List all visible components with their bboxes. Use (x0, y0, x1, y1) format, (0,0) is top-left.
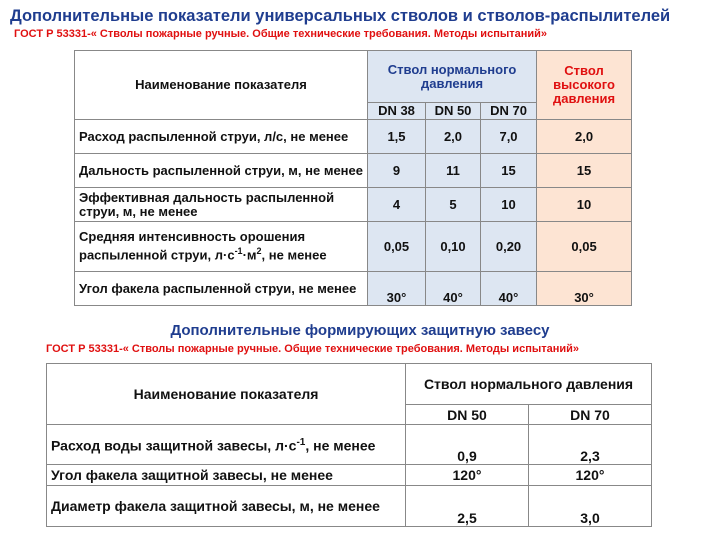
value-cell: 120° (529, 465, 652, 486)
table-row (47, 465, 652, 486)
row-label: Угол факела защитной завесы, не менее (47, 465, 406, 486)
table-row (75, 188, 632, 222)
value-cell: 10 (481, 188, 537, 222)
table-row (75, 120, 632, 154)
table-row (75, 272, 632, 306)
value-cell: 40° (481, 272, 537, 306)
value-cell: 15 (481, 154, 537, 188)
normal-pressure-group-header: Ствол нормального давления (368, 51, 537, 103)
table-row (75, 222, 632, 272)
value-cell: 120° (406, 465, 529, 486)
value-cell: 30° (368, 272, 426, 306)
row-label: Расход распыленной струи, л/с, не менее (75, 120, 368, 154)
value-cell: 0,10 (426, 222, 481, 272)
dn-header: DN 50 (406, 405, 529, 425)
value-cell: 11 (426, 154, 481, 188)
name-column-header: Наименование показателя (75, 51, 368, 120)
value-cell: 9 (368, 154, 426, 188)
table-row (75, 154, 632, 188)
page-title: Дополнительные показатели универсальных стволов и стволов-распылителей (10, 7, 671, 25)
normal-pressure-group-header: Ствол нормального давления (406, 364, 652, 405)
name-column-header: Наименование показателя (47, 364, 406, 425)
value-cell: 1,5 (368, 120, 426, 154)
row-label: Дальность распыленной струи, м, не менее (75, 154, 368, 188)
gost-subtitle-2: ГОСТ Р 53331-« Стволы пожарные ручные. Общие технические требования. Методы испытаний» (46, 343, 580, 355)
dn-header: DN 70 (529, 405, 652, 425)
value-cell: 30° (537, 272, 632, 306)
value-cell: 2,3 (529, 425, 652, 465)
value-cell: 0,05 (537, 222, 632, 272)
row-label: Расход воды защитной завесы, $л\cdot с^{-1}$, не менее (47, 425, 406, 465)
section-title: Дополнительные формирующих защитную завесу (170, 322, 550, 339)
value-cell: 0,05 (368, 222, 426, 272)
value-cell: 4 (368, 188, 426, 222)
pressure-nozzle-table (74, 50, 632, 306)
row-label: Диаметр факела защитной завесы, м, не менее (47, 486, 406, 527)
value-cell: 2,0 (426, 120, 481, 154)
dn-header: DN 70 (481, 103, 537, 120)
row-label: Эффективная дальность распыленной струи, м, не менее (75, 188, 368, 222)
value-cell: 2,5 (406, 486, 529, 527)
value-cell: 15 (537, 154, 632, 188)
table-row (47, 425, 652, 465)
value-cell: 40° (426, 272, 481, 306)
table-row (47, 486, 652, 527)
value-cell: 5 (426, 188, 481, 222)
dn-header: DN 38 (368, 103, 426, 120)
dn-header: DN 50 (426, 103, 481, 120)
gost-subtitle-1: ГОСТ Р 53331-« Стволы пожарные ручные. Общие технические требования. Методы испытаний» (14, 28, 548, 40)
value-cell: 10 (537, 188, 632, 222)
value-cell: 0,20 (481, 222, 537, 272)
row-label: Средняя интенсивность орошения распыленной струи, $л\cdot с^{-1}\cdot м^2$, не менее (75, 222, 368, 272)
value-cell: 2,0 (537, 120, 632, 154)
value-cell: 3,0 (529, 486, 652, 527)
curtain-nozzle-table (46, 363, 652, 527)
value-cell: 7,0 (481, 120, 537, 154)
row-label: Угол факела распыленной струи, не менее (75, 272, 368, 306)
value-cell: 0,9 (406, 425, 529, 465)
high-pressure-group-header: Ствол высокого давления (537, 51, 632, 120)
